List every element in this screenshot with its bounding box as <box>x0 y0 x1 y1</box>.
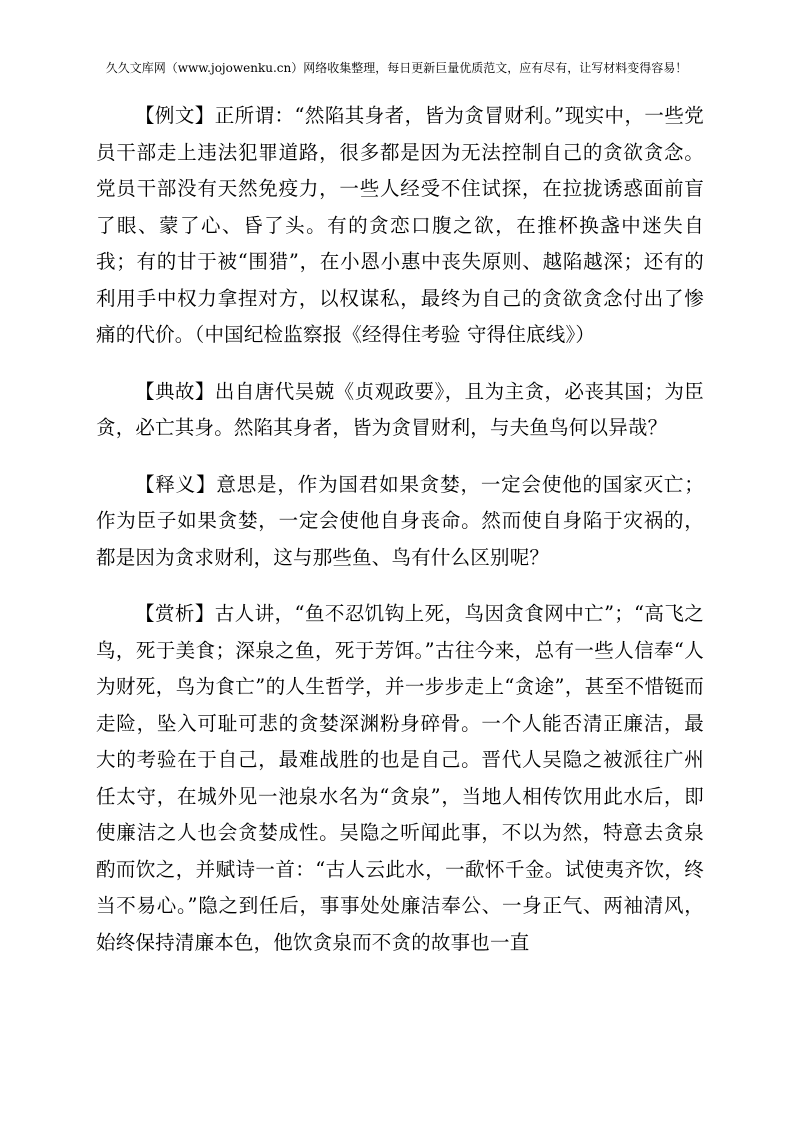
paragraph-label: 【例文】 <box>135 104 215 127</box>
paragraph-label: 【释义】 <box>135 472 217 496</box>
paragraph-text: 出自唐代吴兢《贞观政要》，且为主贪，必丧其国；为臣贪，必亡其身。然陷其身者，皆为贪冒财利，与夫鱼鸟何以异哉？ <box>96 379 704 439</box>
paragraph-interpretation <box>96 467 704 577</box>
paragraph-label: 【赏析】 <box>135 602 215 625</box>
paragraph-appreciation <box>96 596 704 961</box>
paragraph-label: 【典故】 <box>135 379 215 403</box>
paragraph-example <box>96 98 704 354</box>
paragraph-allusion <box>96 374 704 447</box>
paragraph-text: 正所谓：“然陷其身者，皆为贪冒财利。”现实中，一些党员干部走上违法犯罪道路，很多都是因为无法控制自己的贪欲贪念。党员干部没有天然免疫力，一些人经受不住试探，在拉拢诱惑面前盲了眼、蒙了心、昏了头。有的贪恋口腹之欲，在推杯换盏中迷失自我；有的甘于被“围猎”，在小恩小惠中丧失原则、越陷越深；还有的利用手中权力拿捏对方，以权谋私，最终为自己的贪欲贪念付出了惨痛的代价。（中国纪检监察报《经得住考验 守得住底线》） <box>96 104 704 346</box>
paragraph-text: 意思是，作为国君如果贪婪，一定会使他的国家灭亡；作为臣子如果贪婪，一定会使他自身丧命。然而使自身陷于灾祸的，都是因为贪求财利，这与那些鱼、鸟有什么区别呢？ <box>96 472 704 569</box>
page-header: 久久文库网（www.jojowenku.cn）网络收集整理，每日更新巨量优质范文，应有尽有，让写材料变得容易！ <box>105 61 688 75</box>
document-body <box>96 98 704 981</box>
paragraph-text: 古人讲，“鱼不忍饥钩上死，鸟因贪食网中亡”；“高飞之鸟，死于美食；深泉之鱼，死于芳饵。”古往今来，总有一些人信奉“人为财死，鸟为食亡”的人生哲学，并一步步走上“贪途”，甚至不惜铤而走险，坠入可耻可悲的贪婪深渊粉身碎骨。一个人能否清正廉洁，最大的考验在于自己，最难战胜的也是自己。晋代人吴隐之被派往广州任太守，在城外见一池泉水名为“贪泉”，当地人相传饮用此水后，即使廉洁之人也会贪婪成性。吴隐之听闻此事，不以为然，特意去贪泉酌而饮之，并赋诗一首：“古人云此水，一歃怀千金。试使夷齐饮，终当不易心。”隐之到任后，事事处处廉洁奉公、一身正气、两袖清风，始终保持清廉本色，他饮贪泉而不贪的故事也一直 <box>96 602 704 954</box>
